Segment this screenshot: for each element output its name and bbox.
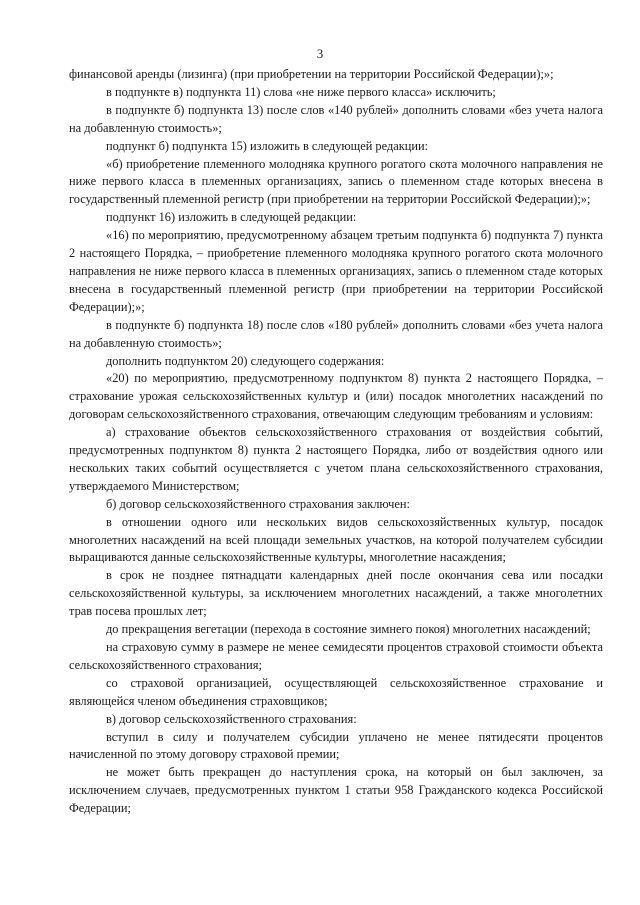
paragraph: дополнить подпунктом 20) следующего содержания:	[106, 353, 385, 368]
paragraph: в) договор сельскохозяйственного страхования:	[106, 711, 357, 726]
document-body	[69, 66, 603, 818]
paragraph: «б) приобретение племенного молодняка крупного рогатого скота молочного направления не ниже первого класса в племенных организациях, запись о племенном стаде которых внесена в государственный племенной регистр (при приобретении на территории Российской Федерации);»;	[69, 156, 603, 207]
paragraph: а) страхование объектов сельскохозяйственного страхования от воздействия событий, предусмотренных подпунктом 8) пункта 2 настоящего Порядка, либо от воздействия одного или нескольких таких событий осуществляется с учетом плана сельскохозяйственного страхования, утверждаемого Министерством;	[69, 425, 603, 493]
paragraph: б) договор сельскохозяйственного страхования заключен:	[106, 496, 410, 511]
paragraph: в подпункте б) подпункта 18) после слов «180 рублей» дополнить словами «без учета налога на добавленную стоимость»;	[69, 317, 603, 350]
paragraph: «20) по мероприятию, предусмотренному подпунктом 8) пункта 2 настоящего Порядка, – страхование урожая сельскохозяйственных культур и (или) посадок многолетних насаждений по договорам сельскохозяйственного страхования, отвечающим следующим требованиям и условиям:	[69, 371, 603, 422]
paragraph: до прекращения вегетации (перехода в состояние зимнего покоя) многолетних насаждений;	[106, 622, 591, 637]
paragraph: не может быть прекращен до наступления срока, на который он был заключен, за исключением случаев, предусмотренных пунктом 1 статьи 958 Гражданского кодекса Российской Федерации;	[69, 765, 603, 816]
paragraph: подпункт 16) изложить в следующей редакции:	[106, 210, 357, 225]
paragraph: со страховой организацией, осуществляющей сельскохозяйственное страхование и являющейся членом объединения страховщиков;	[69, 675, 603, 708]
paragraph: на страховую сумму в размере не менее семидесяти процентов страховой стоимости объекта сельскохозяйственного страхования;	[69, 640, 603, 672]
paragraph: вступил в силу и получателем субсидии уплачено не менее пятидесяти процентов начисленной по этому договору страховой премии;	[69, 729, 603, 762]
page-number: 3	[316, 46, 324, 61]
paragraph: финансовой аренды (лизинга) (при приобретении на территории Российской Федерации);»;	[69, 67, 554, 81]
paragraph: в подпункте б) подпункта 13) после слов «140 рублей» дополнить словами «без учета налога на добавленную стоимость»;	[69, 102, 603, 135]
paragraph: «16) по мероприятию, предусмотренному абзацем третьим подпункта б) подпункта 7) пункта 2 настоящего Порядка, – приобретение племенного молодняка крупного рогатого скота молочного направления не ниже первого класса в племенных организациях, запись о племенном стаде которых внесена в государственный племенной регистр (при приобретении на территории Российской Федерации);»;	[69, 228, 603, 314]
paragraph: подпункт б) подпункта 15) изложить в следующей редакции:	[106, 138, 429, 153]
paragraph: в отношении одного или нескольких видов сельскохозяйственных культур, посадок многолетних насаждений на всей площади земельных участков, на которой получателем субсидии выращиваются данные сельскохозяйственные культуры, многолетние насаждения;	[69, 514, 603, 565]
paragraph: в срок не позднее пятнадцати календарных дней после окончания сева или посадки сельскохозяйственной культуры, за исключением многолетних насаждений, а также многолетних трав посева прошлых лет;	[69, 568, 603, 619]
paragraph: в подпункте в) подпункта 11) слова «не ниже первого класса» исключить;	[106, 84, 496, 99]
